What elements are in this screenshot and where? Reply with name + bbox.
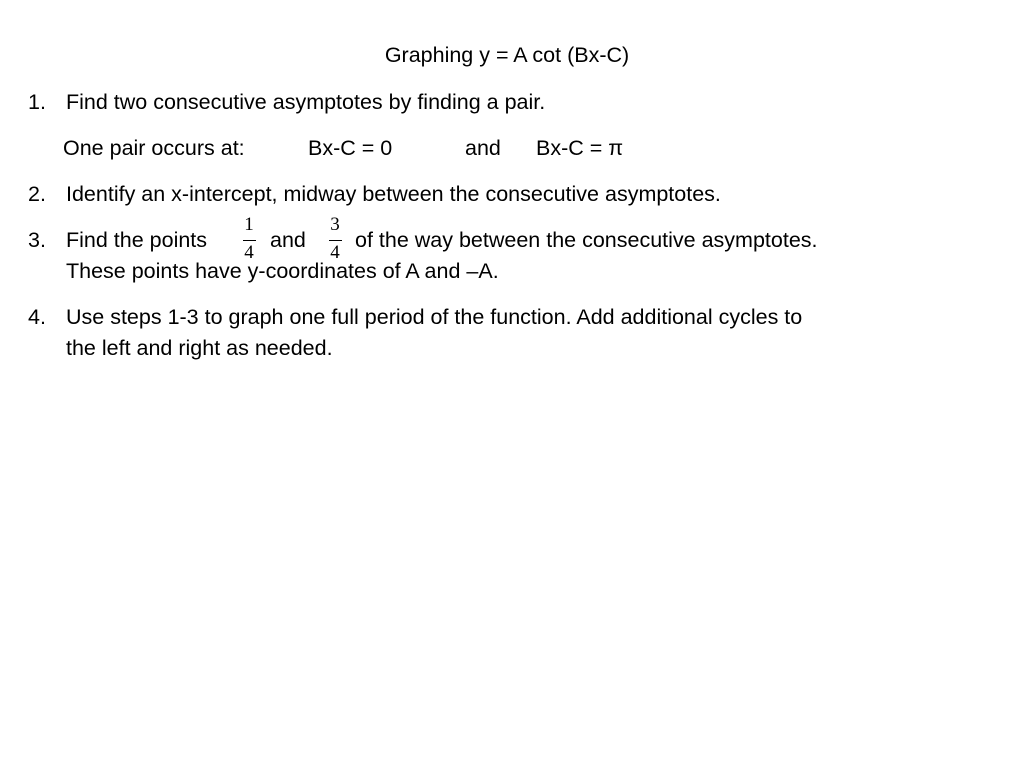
- step-3-and-text: and: [270, 228, 306, 252]
- fraction-denominator: 4: [330, 242, 340, 263]
- pair-and-text: and: [465, 136, 501, 160]
- step-2-text: Identify an x-intercept, midway between the consecutive asymptotes.: [66, 182, 721, 206]
- fraction-bar: [329, 240, 342, 241]
- fraction-denominator: 4: [244, 242, 254, 263]
- step-4-text-line-2: the left and right as needed.: [66, 336, 333, 360]
- step-3-text-end: of the way between the consecutive asymptotes.: [355, 228, 818, 252]
- step-2-number: 2.: [28, 182, 46, 206]
- step-4-text-line-1: Use steps 1-3 to graph one full period of the function. Add additional cycles to: [66, 305, 803, 329]
- step-3-text-line-2: These points have y-coordinates of A and –A.: [66, 259, 499, 283]
- fraction-numerator: 1: [244, 214, 254, 235]
- step-4-number: 4.: [28, 305, 46, 329]
- fraction-numerator: 3: [330, 214, 340, 235]
- step-3-text-start: Find the points: [66, 228, 208, 252]
- step-1-text: Find two consecutive asymptotes by finding a pair.: [66, 90, 546, 114]
- fraction-bar: [243, 240, 256, 241]
- pair-label: One pair occurs at:: [63, 136, 245, 160]
- pair-equation-pi: Bx-C = π: [536, 136, 624, 160]
- step-1-number: 1.: [28, 90, 46, 114]
- step-3-number: 3.: [28, 228, 46, 252]
- slide-title: Graphing y = A cot (Bx-C): [384, 43, 630, 67]
- pair-equation-zero: Bx-C = 0: [308, 136, 393, 160]
